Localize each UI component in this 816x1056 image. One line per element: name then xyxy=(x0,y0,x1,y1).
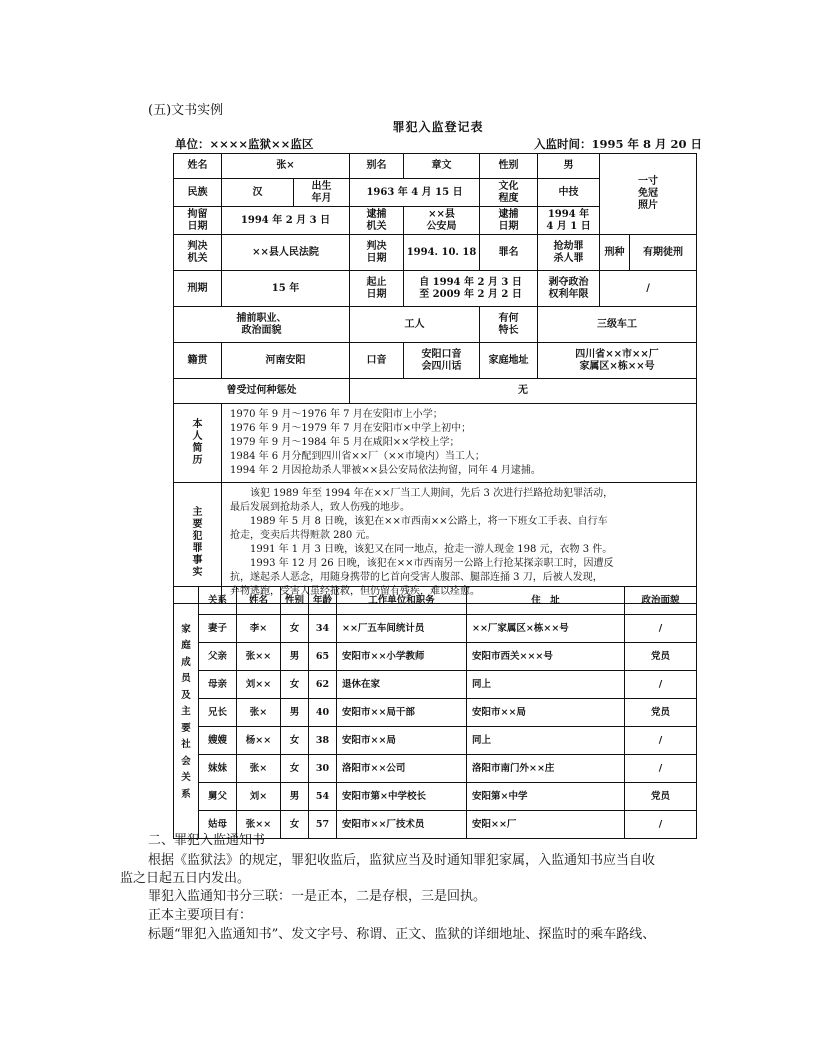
resume-line: 1970 年 9 月～1976 年 7 月在安阳市上小学； xyxy=(230,409,443,420)
cell-address: 安阳××厂 xyxy=(467,811,625,839)
crime-line: 弃物逃跑，受害人虽经抢救，但仍留有残疾，难以痊愈。 xyxy=(230,586,480,597)
verdict-date-label: 判决 日期 xyxy=(350,235,404,271)
occupation-value: 工人 xyxy=(350,307,480,343)
cell-age: 62 xyxy=(309,671,337,699)
cell-address: ××厂家属区×栋××号 xyxy=(467,615,625,643)
cell-name: 李× xyxy=(237,615,281,643)
cell-name: 张× xyxy=(237,699,281,727)
crime-label: 罪名 xyxy=(480,235,538,271)
ethnic-label: 民族 xyxy=(174,179,222,207)
cell-address: 安阳市西关×××号 xyxy=(467,643,625,671)
cell-gender: 女 xyxy=(281,615,309,643)
photo-box: 一寸 免冠 照片 xyxy=(600,154,697,235)
crime-line: 1993 年 12 月 26 日晚，该犯在××市西南另一公路上行抢某探亲职工时，因遭反 xyxy=(250,558,614,569)
table-row xyxy=(174,783,697,811)
crime-line: 抗，遂起杀人恶念，用随身携带的匕首向受害人腹部、腿部连捅 3 刀，后被人发现， xyxy=(230,572,603,583)
award-value: 无 xyxy=(350,379,697,404)
arrest-date-label: 逮捕 日期 xyxy=(480,207,538,235)
cell-gender: 女 xyxy=(281,755,309,783)
header-politics: 政治面貌 xyxy=(625,587,697,615)
table-row xyxy=(174,727,697,755)
header-gender: 性别 xyxy=(281,587,309,615)
cell-work: 安阳市××小学教师 xyxy=(337,643,467,671)
cell-politics: 党员 xyxy=(625,643,697,671)
cell-name: 刘× xyxy=(237,783,281,811)
address-value: 四川省××市××厂 家属区×栋××号 xyxy=(538,343,697,379)
crime-line: 该犯 1989 年至 1994 年在××厂当工人期间，先后 3 次进行拦路抢劫犯罪活动， xyxy=(250,488,614,499)
cell-relation: 姑母 xyxy=(199,811,237,839)
cell-age: 34 xyxy=(309,615,337,643)
education-value: 中技 xyxy=(538,179,600,207)
cell-address: 同上 xyxy=(467,671,625,699)
header-address: 住 址 xyxy=(467,587,625,615)
resume-line: 1994 年 2 月因抢劫杀人罪被××县公安局依法拘留，同年 4 月逮捕。 xyxy=(230,465,541,476)
cell-relation: 兄长 xyxy=(199,699,237,727)
table-row xyxy=(174,699,697,727)
header-age: 年龄 xyxy=(309,587,337,615)
gender-label: 性别 xyxy=(480,154,538,179)
registration-table xyxy=(173,153,697,604)
cell-address: 洛阳市南门外××庄 xyxy=(467,755,625,783)
cell-address: 安阳第×中学 xyxy=(467,783,625,811)
deprive-value: / xyxy=(600,271,697,307)
resume-line: 1984 年 6 月分配到四川省××厂（××市境内）当工人； xyxy=(230,451,485,462)
cell-address: 同上 xyxy=(467,727,625,755)
crime-line: 1989 年 5 月 8 日晚，该犯在××市西南××公路上，将一下班女工手表、自行车 xyxy=(250,516,608,527)
resume-line: 1976 年 9 月～1979 年 7 月在安阳市×中学上初中； xyxy=(230,423,472,434)
cell-relation: 母亲 xyxy=(199,671,237,699)
cell-name: 张× xyxy=(237,755,281,783)
cell-relation: 妻子 xyxy=(199,615,237,643)
detain-label: 拘留 日期 xyxy=(174,207,222,235)
arrest-org-label: 逮捕 机关 xyxy=(350,207,404,235)
cell-work: 安阳市××厂技术员 xyxy=(337,811,467,839)
family-table xyxy=(173,586,697,839)
name-label: 姓名 xyxy=(174,154,222,179)
cell-gender: 男 xyxy=(281,699,309,727)
unit-line: 单位：××××监狱××监区 xyxy=(175,137,314,151)
sentence-type-label: 刑种 xyxy=(600,235,630,271)
native-value: 河南安阳 xyxy=(222,343,350,379)
cell-age: 38 xyxy=(309,727,337,755)
cell-age: 65 xyxy=(309,643,337,671)
cell-work: 退休在家 xyxy=(337,671,467,699)
cell-age: 40 xyxy=(309,699,337,727)
cell-age: 30 xyxy=(309,755,337,783)
birth-value: 1963 年 4 月 15 日 xyxy=(350,179,480,207)
cell-gender: 女 xyxy=(281,727,309,755)
alias-label: 别名 xyxy=(350,154,404,179)
cell-work: 洛阳市××公司 xyxy=(337,755,467,783)
detain-value: 1994 年 2 月 3 日 xyxy=(222,207,350,235)
arrest-org-value: ××县 公安局 xyxy=(404,207,480,235)
cell-relation: 父亲 xyxy=(199,643,237,671)
crime-line: 最后发展到抢劫杀人，致人伤残的地步。 xyxy=(230,502,410,513)
cell-work: 安阳市××局 xyxy=(337,727,467,755)
cell-gender: 男 xyxy=(281,783,309,811)
crime-line: 抢走，变卖后共得赃款 280 元。 xyxy=(230,530,376,541)
document-title: 罪犯入监登记表 xyxy=(392,120,484,134)
deprive-label: 剥夺政治 权利年限 xyxy=(538,271,600,307)
cell-relation: 嫂嫂 xyxy=(199,727,237,755)
gender-value: 男 xyxy=(538,154,600,179)
cell-politics: / xyxy=(625,615,697,643)
cell-name: 杨×× xyxy=(237,727,281,755)
court-label: 判决 机关 xyxy=(174,235,222,271)
cell-politics: / xyxy=(625,671,697,699)
verdict-date-value: 1994. 10. 18 xyxy=(404,235,480,271)
table-row xyxy=(174,643,697,671)
family-label: 家 庭 成 员 及 主 要 社 会 关 系 xyxy=(174,587,199,839)
body-paragraph-1b: 监之日起五日内发出。 xyxy=(120,871,251,886)
cell-name: 刘×× xyxy=(237,671,281,699)
arrest-date-value: 1994 年 4 月 1 日 xyxy=(538,207,600,235)
body-paragraph-3: 正本主要项目有： xyxy=(148,908,253,923)
resume-label: 本 人 简 历 xyxy=(174,404,222,483)
cell-work: 安阳市××局干部 xyxy=(337,699,467,727)
period-label: 起止 日期 xyxy=(350,271,404,307)
cell-gender: 女 xyxy=(281,671,309,699)
ethnic-value: 汉 xyxy=(222,179,294,207)
address-label: 家庭地址 xyxy=(480,343,538,379)
table-row xyxy=(174,615,697,643)
court-value: ××县人民法院 xyxy=(222,235,350,271)
sentence-type-value: 有期徒刑 xyxy=(630,235,697,271)
crime-value: 抢劫罪 杀人罪 xyxy=(538,235,600,271)
native-label: 籍贯 xyxy=(174,343,222,379)
cell-gender: 男 xyxy=(281,643,309,671)
entry-date-line: 入监时间：1995 年 8 月 20 日 xyxy=(534,137,703,151)
term-value: 15 年 xyxy=(222,271,350,307)
cell-gender: 女 xyxy=(281,811,309,839)
header-relation: 关系 xyxy=(199,587,237,615)
resume-line: 1979 年 9 月～1984 年 5 月在咸阳××学校上学； xyxy=(230,437,460,448)
alias-value: 章文 xyxy=(404,154,480,179)
body-paragraph-1a: 根据《监狱法》的规定，罪犯收监后，监狱应当及时通知罪犯家属，入监通知书应当自收 xyxy=(148,853,656,868)
term-label: 刑期 xyxy=(174,271,222,307)
occupation-label: 捕前职业、 政治面貌 xyxy=(174,307,350,343)
birth-label: 出生 年月 xyxy=(294,179,350,207)
skill-label: 有何 特长 xyxy=(480,307,538,343)
crime-line: 1991 年 1 月 3 日晚，该犯又在同一地点，抢走一游人现金 198 元，衣物 3 件。 xyxy=(250,544,613,555)
section-title: (五)文书实例 xyxy=(148,103,224,118)
award-label: 曾受过何种惩处 xyxy=(174,379,350,404)
period-value: 自 1994 年 2 月 3 日 至 2009 年 2 月 2 日 xyxy=(404,271,538,307)
cell-politics: / xyxy=(625,811,697,839)
accent-value: 安阳口音 会四川话 xyxy=(404,343,480,379)
cell-work: 安阳市第×中学校长 xyxy=(337,783,467,811)
cell-work: ××厂五车间统计员 xyxy=(337,615,467,643)
header-name: 姓名 xyxy=(237,587,281,615)
header-work: 工作单位和职务 xyxy=(337,587,467,615)
education-label: 文化 程度 xyxy=(480,179,538,207)
resume-text xyxy=(222,404,697,483)
table-row xyxy=(174,671,697,699)
accent-label: 口音 xyxy=(350,343,404,379)
body-paragraph-4: 标题“罪犯入监通知书”、发文字号、称谓、正文、监狱的详细地址、探监时的乘车路线、 xyxy=(148,927,656,942)
body-paragraph-2: 罪犯入监通知书分三联：一是正本，二是存根，三是回执。 xyxy=(148,889,487,904)
cell-politics: 党员 xyxy=(625,783,697,811)
skill-value: 三级车工 xyxy=(538,307,697,343)
cell-name: 张×× xyxy=(237,643,281,671)
cell-age: 57 xyxy=(309,811,337,839)
cell-politics: 党员 xyxy=(625,699,697,727)
name-value: 张× xyxy=(222,154,350,179)
body-heading: 二、罪犯入监通知书 xyxy=(148,833,266,848)
table-row xyxy=(174,755,697,783)
cell-name: 张×× xyxy=(237,811,281,839)
cell-age: 54 xyxy=(309,783,337,811)
crime-facts-label: 主 要 犯 罪 事 实 xyxy=(174,483,222,604)
cell-address: 安阳市××局 xyxy=(467,699,625,727)
cell-relation: 妹妹 xyxy=(199,755,237,783)
cell-relation: 舅父 xyxy=(199,783,237,811)
cell-politics: / xyxy=(625,727,697,755)
cell-politics: / xyxy=(625,755,697,783)
